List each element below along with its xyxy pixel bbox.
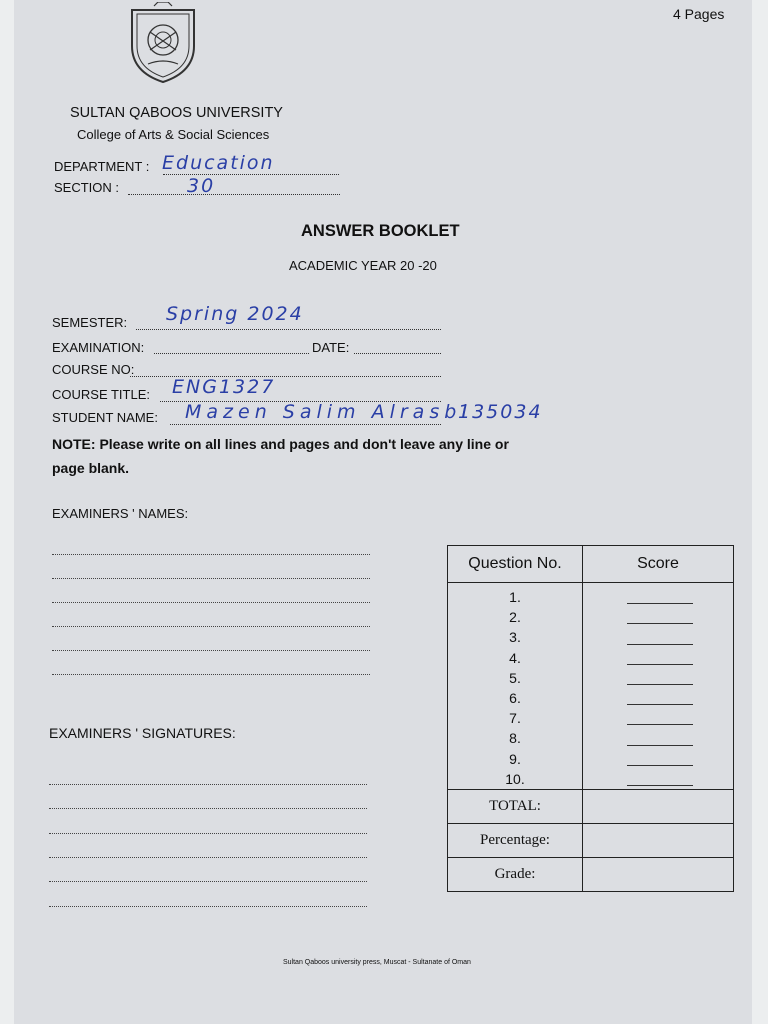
semester-value: Spring 2024	[166, 303, 304, 325]
note-line-2: page blank.	[52, 460, 130, 476]
date-label: DATE:	[312, 340, 350, 355]
note-line-1: NOTE: Please write on all lines and pages and don't leave any line or	[52, 436, 509, 452]
examiner-signature-line	[49, 881, 367, 882]
examiners-names-label: EXAMINERS ' NAMES:	[52, 506, 189, 521]
section-line	[128, 194, 340, 195]
score-entry-line	[583, 728, 733, 748]
course-title-value: ENG1327	[172, 376, 276, 398]
examination-label: EXAMINATION:	[52, 340, 145, 355]
score-entry-line	[583, 668, 733, 688]
examiner-signature-line	[49, 857, 367, 858]
question-number: 1.	[509, 589, 521, 605]
examiner-name-line	[52, 626, 370, 627]
examiner-name-line	[52, 578, 370, 579]
answer-booklet-page	[14, 0, 752, 1024]
examiner-name-line	[52, 674, 370, 675]
score-entry-line	[583, 769, 733, 789]
score-entry-line	[583, 708, 733, 728]
examiner-name-line	[52, 554, 370, 555]
examiners-signatures-label: EXAMINERS ' SIGNATURES:	[49, 725, 236, 741]
question-number: 9.	[509, 750, 521, 767]
university-name: SULTAN QABOOS UNIVERSITY	[70, 105, 283, 121]
booklet-title: ANSWER BOOKLET	[301, 222, 460, 240]
question-number: 5.	[509, 669, 521, 686]
question-number: 6.	[509, 690, 521, 707]
question-number: 2.	[509, 609, 521, 626]
score-entry-line	[583, 587, 733, 607]
section-value: 30	[187, 175, 216, 197]
student-id-value: 135034	[458, 401, 543, 423]
student-name-line	[170, 424, 441, 425]
score-entry-line	[583, 648, 733, 668]
semester-label: SEMESTER:	[52, 315, 128, 330]
examination-line	[154, 353, 309, 354]
score-entry-line	[583, 627, 733, 647]
course-title-label: COURSE TITLE:	[52, 387, 151, 402]
score-entry-line	[583, 607, 733, 627]
semester-line	[136, 329, 441, 330]
press-footer: Sultan Qaboos university press, Muscat - Sultanate of Oman	[283, 959, 471, 966]
student-name-label: STUDENT NAME:	[52, 410, 158, 425]
question-number: 10.	[505, 770, 525, 787]
question-number: 7.	[509, 710, 521, 727]
course-no-label: COURSE NO:	[52, 362, 135, 377]
department-label: DEPARTMENT :	[54, 159, 150, 174]
question-number: 3.	[509, 629, 521, 646]
examiner-signature-line	[49, 906, 367, 907]
grade-label: Grade:	[448, 858, 583, 892]
department-value: Education	[162, 152, 275, 174]
page-count: 4 Pages	[673, 6, 725, 22]
student-name-value: Mazen Salim Alrasbi	[185, 401, 472, 423]
examiner-signature-line	[49, 784, 367, 785]
question-number: 4.	[509, 649, 521, 666]
total-value-cell	[583, 790, 734, 824]
percentage-label: Percentage:	[448, 824, 583, 858]
score-header: Score	[583, 546, 734, 583]
score-table	[447, 545, 734, 892]
score-entry-line	[583, 688, 733, 708]
examiner-signature-line	[49, 833, 367, 834]
question-number: 8.	[509, 730, 521, 747]
examiner-name-line	[52, 602, 370, 603]
question-numbers	[448, 583, 583, 790]
examiner-signature-line	[49, 808, 367, 809]
section-label: SECTION :	[54, 180, 120, 195]
score-column	[583, 583, 734, 790]
question-no-header: Question No.	[448, 546, 583, 583]
grade-value-cell	[583, 858, 734, 892]
university-crest-icon	[128, 2, 198, 84]
academic-year: ACADEMIC YEAR 20 -20	[289, 258, 437, 273]
college-name: College of Arts & Social Sciences	[77, 127, 270, 142]
date-line	[354, 353, 441, 354]
score-entry-line	[583, 749, 733, 769]
examiner-name-line	[52, 650, 370, 651]
percentage-value-cell	[583, 824, 734, 858]
total-label: TOTAL:	[448, 790, 583, 824]
